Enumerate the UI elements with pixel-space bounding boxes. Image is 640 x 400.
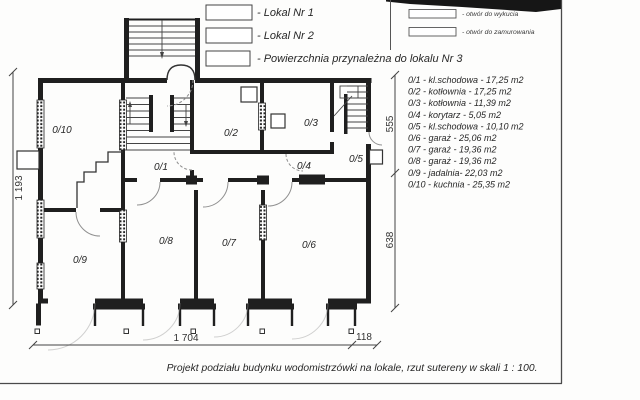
room-label-0-5: 0/5: [349, 154, 363, 165]
legend-swatch-lokal-3: [206, 51, 250, 66]
legend-label-lokal-2: - Lokal Nr 2: [257, 30, 314, 42]
left-exterior-box: [17, 151, 39, 169]
stepped-wall: [77, 152, 123, 208]
dim-bottom-width: 1 704: [173, 333, 199, 344]
room-list-entry-10: 0/10 - kuchnia - 25,35 m2: [408, 179, 511, 190]
dim-bottom-right: 118: [356, 332, 372, 343]
room-label-0-9: 0/9: [73, 255, 87, 266]
room-list-entry-9: 0/9 - jadalnia- 22,03 m2: [408, 167, 503, 178]
room-list-entry-7: 0/7 - garaż - 19,36 m2: [408, 144, 497, 155]
exterior-stair-top: [124, 18, 200, 78]
room-schedule-list: [408, 75, 524, 189]
building-plan: [17, 18, 383, 350]
dim-right-upper: 555: [385, 115, 396, 133]
interior-walls: [40, 78, 370, 303]
legend-label-zamurowania: - otwór do zamurowania: [462, 29, 535, 36]
entrance-arch: [167, 65, 195, 80]
legend-swatch-wykucia: [409, 10, 456, 19]
legend-swatch-lokal-1: [206, 5, 252, 20]
legend-swatch-zamurowania: [409, 28, 456, 37]
exterior-walls: [38, 78, 372, 304]
room-label-0-2: 0/2: [224, 128, 238, 139]
room-label-0-10: 0/10: [52, 125, 72, 136]
room-list-entry-2: 0/2 - kotłownia - 17,25 m2: [408, 86, 512, 97]
room-list-entry-6: 0/6 - garaż - 25,06 m2: [408, 133, 497, 143]
room-label-0-8: 0/8: [159, 236, 173, 247]
room-label-0-3: 0/3: [304, 118, 318, 129]
dim-left-height: 1 193: [14, 175, 25, 201]
dim-right-lower: 638: [385, 231, 396, 249]
room-list-entry-5: 0/5 - kl.schodowa - 10,10 m2: [408, 121, 524, 132]
staircase-0-1: [126, 95, 190, 150]
legend-label-wykucia: - otwór do wykucia: [462, 11, 519, 18]
legend-otwory: [409, 10, 535, 37]
room-list-entry-4: 0/4 - korytarz - 5,05 m2: [408, 109, 502, 120]
drawing-title: Projekt podziału budynku wodomistrzówki na lokale, rzut sutereny w skali 1 : 100.: [166, 363, 538, 374]
room-label-0-4: 0/4: [297, 161, 311, 172]
room-label-0-1: 0/1: [154, 162, 168, 173]
legend-label-lokal-3: - Powierzchnia przynależna do lokalu Nr 3: [257, 53, 463, 65]
right-exterior-landing: [370, 150, 383, 164]
legend-swatch-lokal-2: [206, 28, 252, 43]
garage-piers: [36, 304, 357, 326]
room-list-entry-1: 0/1 - kl.schodowa - 17,25 m2: [408, 75, 524, 85]
pier-legs: [95, 310, 355, 327]
staircase-0-5: [334, 86, 368, 134]
legend-label-lokal-1: - Lokal Nr 1: [257, 7, 314, 19]
boiler-box: [271, 114, 285, 128]
chimney-box: [241, 87, 257, 102]
fixtures: [17, 87, 383, 169]
room-labels: [52, 118, 363, 266]
room-label-0-6: 0/6: [302, 240, 316, 251]
room-list-entry-3: 0/3 - kotłownia - 11,39 m2: [408, 98, 511, 109]
room-list-entry-8: 0/8 - garaż - 19,36 m2: [408, 156, 497, 167]
room-label-0-7: 0/7: [222, 238, 236, 249]
